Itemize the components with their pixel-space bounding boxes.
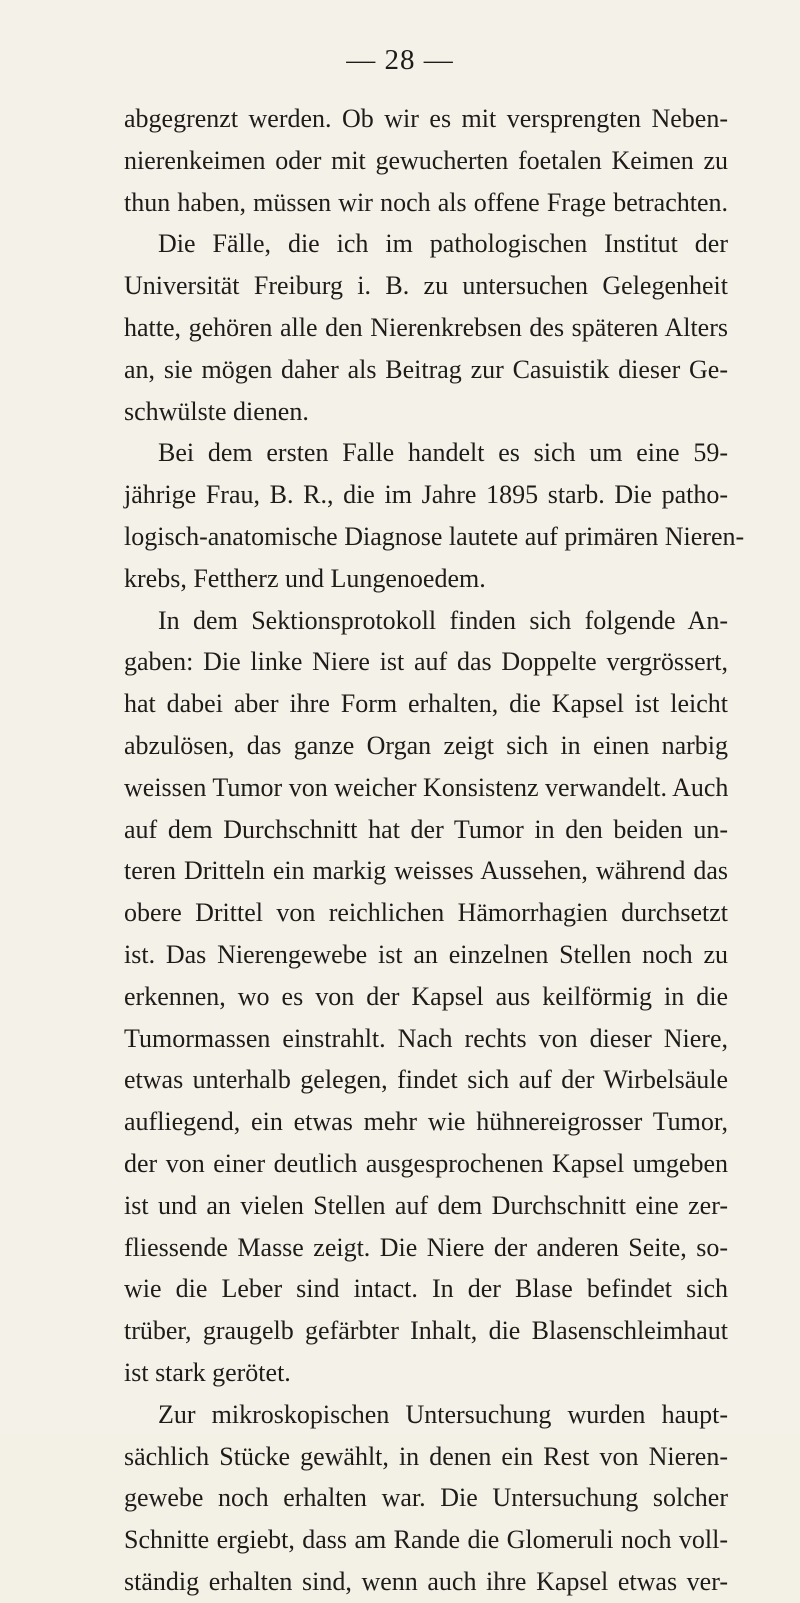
- text-line: gewebe noch erhalten war. Die Untersuchung solcher: [124, 1483, 728, 1513]
- text-line: teren Dritteln ein markig weisses Aussehen, während das: [124, 856, 728, 886]
- text-line: hat dabei aber ihre Form erhalten, die Kapsel ist leicht: [124, 689, 728, 719]
- text-line: ist und an vielen Stellen auf dem Durchschnitt eine zer-: [124, 1190, 728, 1220]
- text-line: thun haben, müssen wir noch als offene Frage betrachten.: [124, 187, 728, 217]
- text-line: Tumormassen einstrahlt. Nach rechts von dieser Niere,: [124, 1023, 728, 1053]
- text-line: fliessende Masse zeigt. Die Niere der anderen Seite, so-: [124, 1232, 728, 1262]
- text-line: auf dem Durchschnitt hat der Tumor in den beiden un-: [124, 814, 728, 844]
- paragraph-start-line: Zur mikroskopischen Untersuchung wurden haupt-: [158, 1399, 728, 1429]
- text-line: nierenkeimen oder mit gewucherten foetalen Keimen zu: [124, 145, 728, 175]
- text-line: abzulösen, das ganze Organ zeigt sich in einen narbig: [124, 730, 728, 760]
- text-line: abgegrenzt werden. Ob wir es mit versprengten Neben-: [124, 104, 728, 133]
- text-line: aufliegend, ein etwas mehr wie hühnereigrosser Tumor,: [124, 1107, 728, 1137]
- text-line: ist. Das Nierengewebe ist an einzelnen Stellen noch zu: [124, 939, 728, 969]
- text-line: obere Drittel von reichlichen Hämorrhagien durchsetzt: [124, 898, 728, 928]
- paragraph-end-line: schwülste dienen.: [124, 396, 309, 426]
- text-line: weissen Tumor von weicher Konsistenz verwandelt. Auch: [124, 772, 729, 802]
- paragraph-start-line: Die Fälle, die ich im pathologischen Institut der: [158, 229, 728, 259]
- text-line: wie die Leber sind intact. In der Blase befindet sich: [124, 1274, 728, 1304]
- text-line: erkennen, wo es von der Kapsel aus keilförmig in die: [124, 981, 728, 1011]
- text-line: hatte, gehören alle den Nierenkrebsen des späteren Alters: [124, 312, 728, 342]
- text-line: Universität Freiburg i. B. zu untersuchen Gelegenheit: [124, 271, 728, 301]
- text-line: gaben: Die linke Niere ist auf das Doppelte vergrössert,: [124, 647, 728, 677]
- text-line: Schnitte ergiebt, dass am Rande die Glomeruli noch voll-: [124, 1525, 728, 1555]
- page-number: — 28 —: [346, 44, 454, 76]
- body-text: [124, 98, 745, 1603]
- text-line: sächlich Stücke gewählt, in denen ein Rest von Nieren-: [124, 1441, 728, 1471]
- text-line: der von einer deutlich ausgesprochenen Kapsel umgeben: [124, 1148, 728, 1178]
- text-line: etwas unterhalb gelegen, findet sich auf der Wirbelsäule: [124, 1065, 728, 1095]
- text-line: ständig erhalten sind, wenn auch ihre Kapsel etwas ver-: [124, 1566, 728, 1596]
- paragraph-end-line: ist stark gerötet.: [124, 1357, 291, 1387]
- text-line: an, sie mögen daher als Beitrag zur Casuistik dieser Ge-: [124, 354, 728, 384]
- text-line: jährige Frau, B. R., die im Jahre 1895 starb. Die patho-: [124, 480, 728, 510]
- text-line: trüber, graugelb gefärbter Inhalt, die Blasenschleimhaut: [124, 1316, 728, 1346]
- paragraph-start-line: Bei dem ersten Falle handelt es sich um eine 59-: [158, 438, 728, 468]
- paragraph-start-line: In dem Sektionsprotokoll finden sich folgende An-: [158, 605, 728, 635]
- paragraph-end-line: krebs, Fettherz und Lungenoedem.: [124, 563, 486, 593]
- text-line: logisch-anatomische Diagnose lautete auf primären Nieren-: [124, 521, 745, 551]
